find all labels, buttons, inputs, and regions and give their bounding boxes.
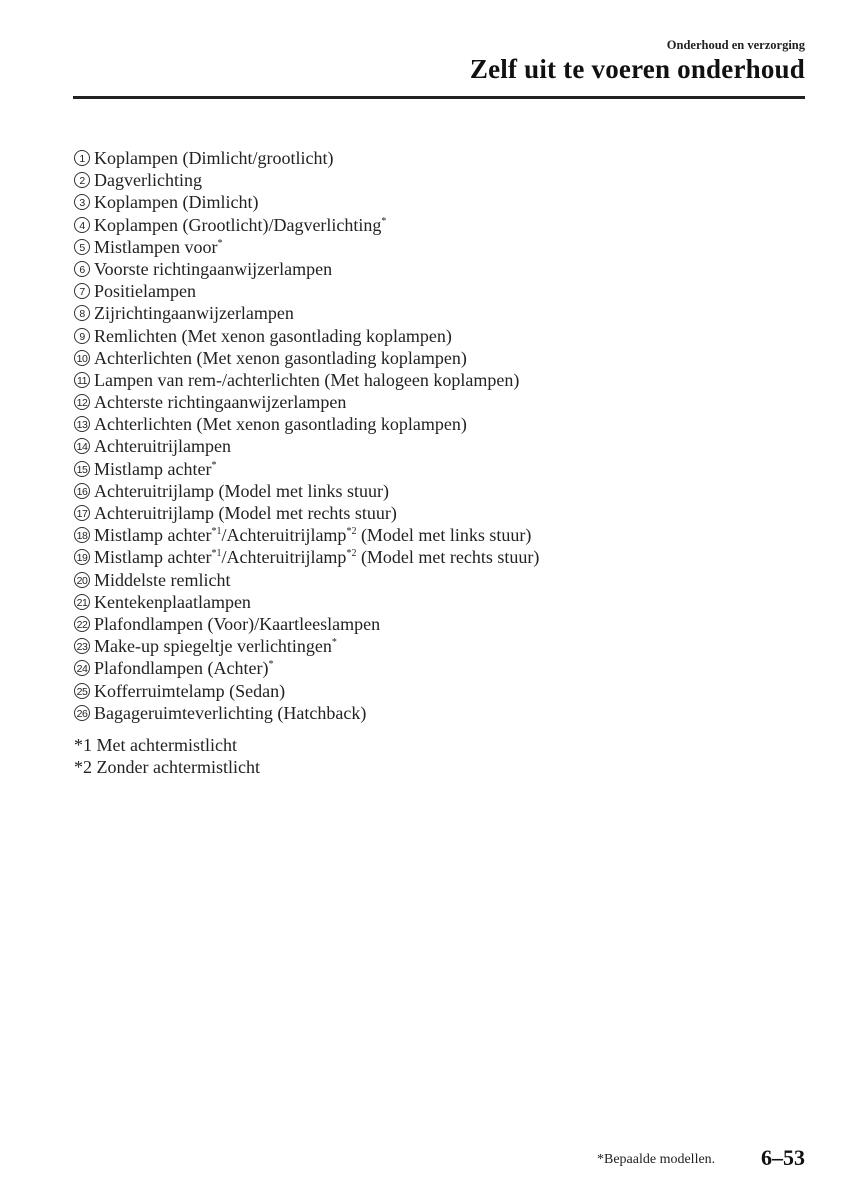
list-item <box>74 325 794 347</box>
item-label: Plafondlampen (Achter) <box>94 658 269 679</box>
item-number-badge: 20 <box>74 572 90 588</box>
item-number-badge: 17 <box>74 505 90 521</box>
item-label: (Model met rechts stuur) <box>356 547 540 568</box>
item-number-badge: 1 <box>74 150 90 166</box>
footnote-marker: *1 <box>211 526 222 538</box>
list-item <box>74 191 794 213</box>
bulb-list <box>74 147 794 724</box>
item-label: Voorste richtingaanwijzerlampen <box>94 258 333 279</box>
footnote: *2 Zonder achtermistlicht <box>74 757 260 778</box>
item-number-badge: 24 <box>74 660 90 676</box>
footnote-marker: * <box>217 237 223 249</box>
item-number-badge: 9 <box>74 328 90 344</box>
list-item <box>74 413 794 435</box>
list-item <box>74 302 794 324</box>
item-label: Remlichten (Met xenon gasontlading koplampen) <box>94 325 452 346</box>
item-label: /Achteruitrijlamp <box>221 547 347 568</box>
item-number-badge: 7 <box>74 283 90 299</box>
list-item <box>74 369 794 391</box>
list-item <box>74 280 794 302</box>
item-number-badge: 15 <box>74 461 90 477</box>
item-number-badge: 5 <box>74 239 90 255</box>
item-label: Achterlichten (Met xenon gasontlading koplampen) <box>94 414 467 435</box>
footnote-marker: * <box>381 215 387 227</box>
footnotes <box>74 734 260 778</box>
item-label: Mistlampen voor <box>94 236 218 257</box>
list-item <box>74 524 794 546</box>
item-label: Koplampen (Grootlicht)/Dagverlichting <box>94 214 382 235</box>
footnote-marker: * <box>268 659 274 671</box>
list-item <box>74 391 794 413</box>
list-item <box>74 214 794 236</box>
item-label: Lampen van rem-/achterlichten (Met halogeen koplampen) <box>94 369 520 390</box>
list-item <box>74 569 794 591</box>
item-number-badge: 11 <box>74 372 90 388</box>
item-label: Achteruitrijlamp (Model met links stuur) <box>94 480 389 501</box>
list-item <box>74 236 794 258</box>
list-item <box>74 435 794 457</box>
footnote: *1 Met achtermistlicht <box>74 735 237 755</box>
item-label: Kofferruimtelamp (Sedan) <box>94 680 286 701</box>
list-item <box>74 591 794 613</box>
item-label: Achteruitrijlamp (Model met rechts stuur) <box>94 503 397 523</box>
item-number-badge: 18 <box>74 527 90 543</box>
item-label: Koplampen (Dimlicht/grootlicht) <box>94 148 334 168</box>
item-label: Make-up spiegeltje verlichtingen <box>94 636 332 657</box>
item-number-badge: 3 <box>74 194 90 210</box>
item-label: Achteruitrijlampen <box>94 436 231 457</box>
footnote-marker: *2 <box>346 526 357 538</box>
item-label: Positielampen <box>94 281 196 302</box>
item-number-badge: 22 <box>74 616 90 632</box>
list-item <box>74 635 794 657</box>
footnote-marker: * <box>331 637 337 649</box>
header-divider <box>73 96 805 99</box>
list-item <box>74 680 794 702</box>
list-item <box>74 147 794 169</box>
item-number-badge: 10 <box>74 350 90 366</box>
item-label: Middelste remlicht <box>94 569 231 590</box>
item-label: (Model met links stuur) <box>356 525 532 546</box>
item-label: Mistlamp achter <box>94 547 212 568</box>
item-number-badge: 23 <box>74 638 90 654</box>
item-label: Dagverlichting <box>94 170 202 191</box>
item-label: /Achteruitrijlamp <box>221 525 347 546</box>
item-number-badge: 2 <box>74 172 90 188</box>
item-number-badge: 21 <box>74 594 90 610</box>
item-number-badge: 4 <box>74 217 90 233</box>
list-item <box>74 347 794 369</box>
page-title: Zelf uit te voeren onderhoud <box>469 54 805 84</box>
section-heading: Onderhoud en verzorging <box>666 38 805 52</box>
item-label: Kentekenplaatlampen <box>94 591 251 612</box>
item-number-badge: 8 <box>74 305 90 321</box>
item-label: Koplampen (Dimlicht) <box>94 192 259 213</box>
item-number-badge: 19 <box>74 549 90 565</box>
item-number-badge: 13 <box>74 416 90 432</box>
item-number-badge: 25 <box>74 683 90 699</box>
item-number-badge: 16 <box>74 483 90 499</box>
item-label: Mistlamp achter <box>94 458 212 479</box>
list-item <box>74 169 794 191</box>
item-label: Zijrichtingaanwijzerlampen <box>94 303 294 324</box>
footnote-marker: *2 <box>346 548 357 560</box>
list-item <box>74 258 794 280</box>
item-number-badge: 26 <box>74 705 90 721</box>
footnote-marker: *1 <box>211 548 222 560</box>
item-label: Bagageruimteverlichting (Hatchback) <box>94 702 367 723</box>
footnote-marker: * <box>211 459 217 471</box>
list-item <box>74 458 794 480</box>
footer-note: *Bepaalde modellen. <box>597 1152 716 1167</box>
item-number-badge: 6 <box>74 261 90 277</box>
list-item <box>74 502 794 524</box>
list-item <box>74 480 794 502</box>
item-label: Mistlamp achter <box>94 525 212 546</box>
item-number-badge: 12 <box>74 394 90 410</box>
item-label: Achterlichten (Met xenon gasontlading koplampen) <box>94 347 467 368</box>
item-label: Plafondlampen (Voor)/Kaartleeslampen <box>94 613 381 634</box>
list-item <box>74 613 794 635</box>
item-label: Achterste richtingaanwijzerlampen <box>94 392 347 413</box>
page-number: 6–53 <box>761 1145 805 1170</box>
list-item <box>74 702 794 724</box>
list-item <box>74 657 794 679</box>
list-item <box>74 546 794 568</box>
item-number-badge: 14 <box>74 438 90 454</box>
